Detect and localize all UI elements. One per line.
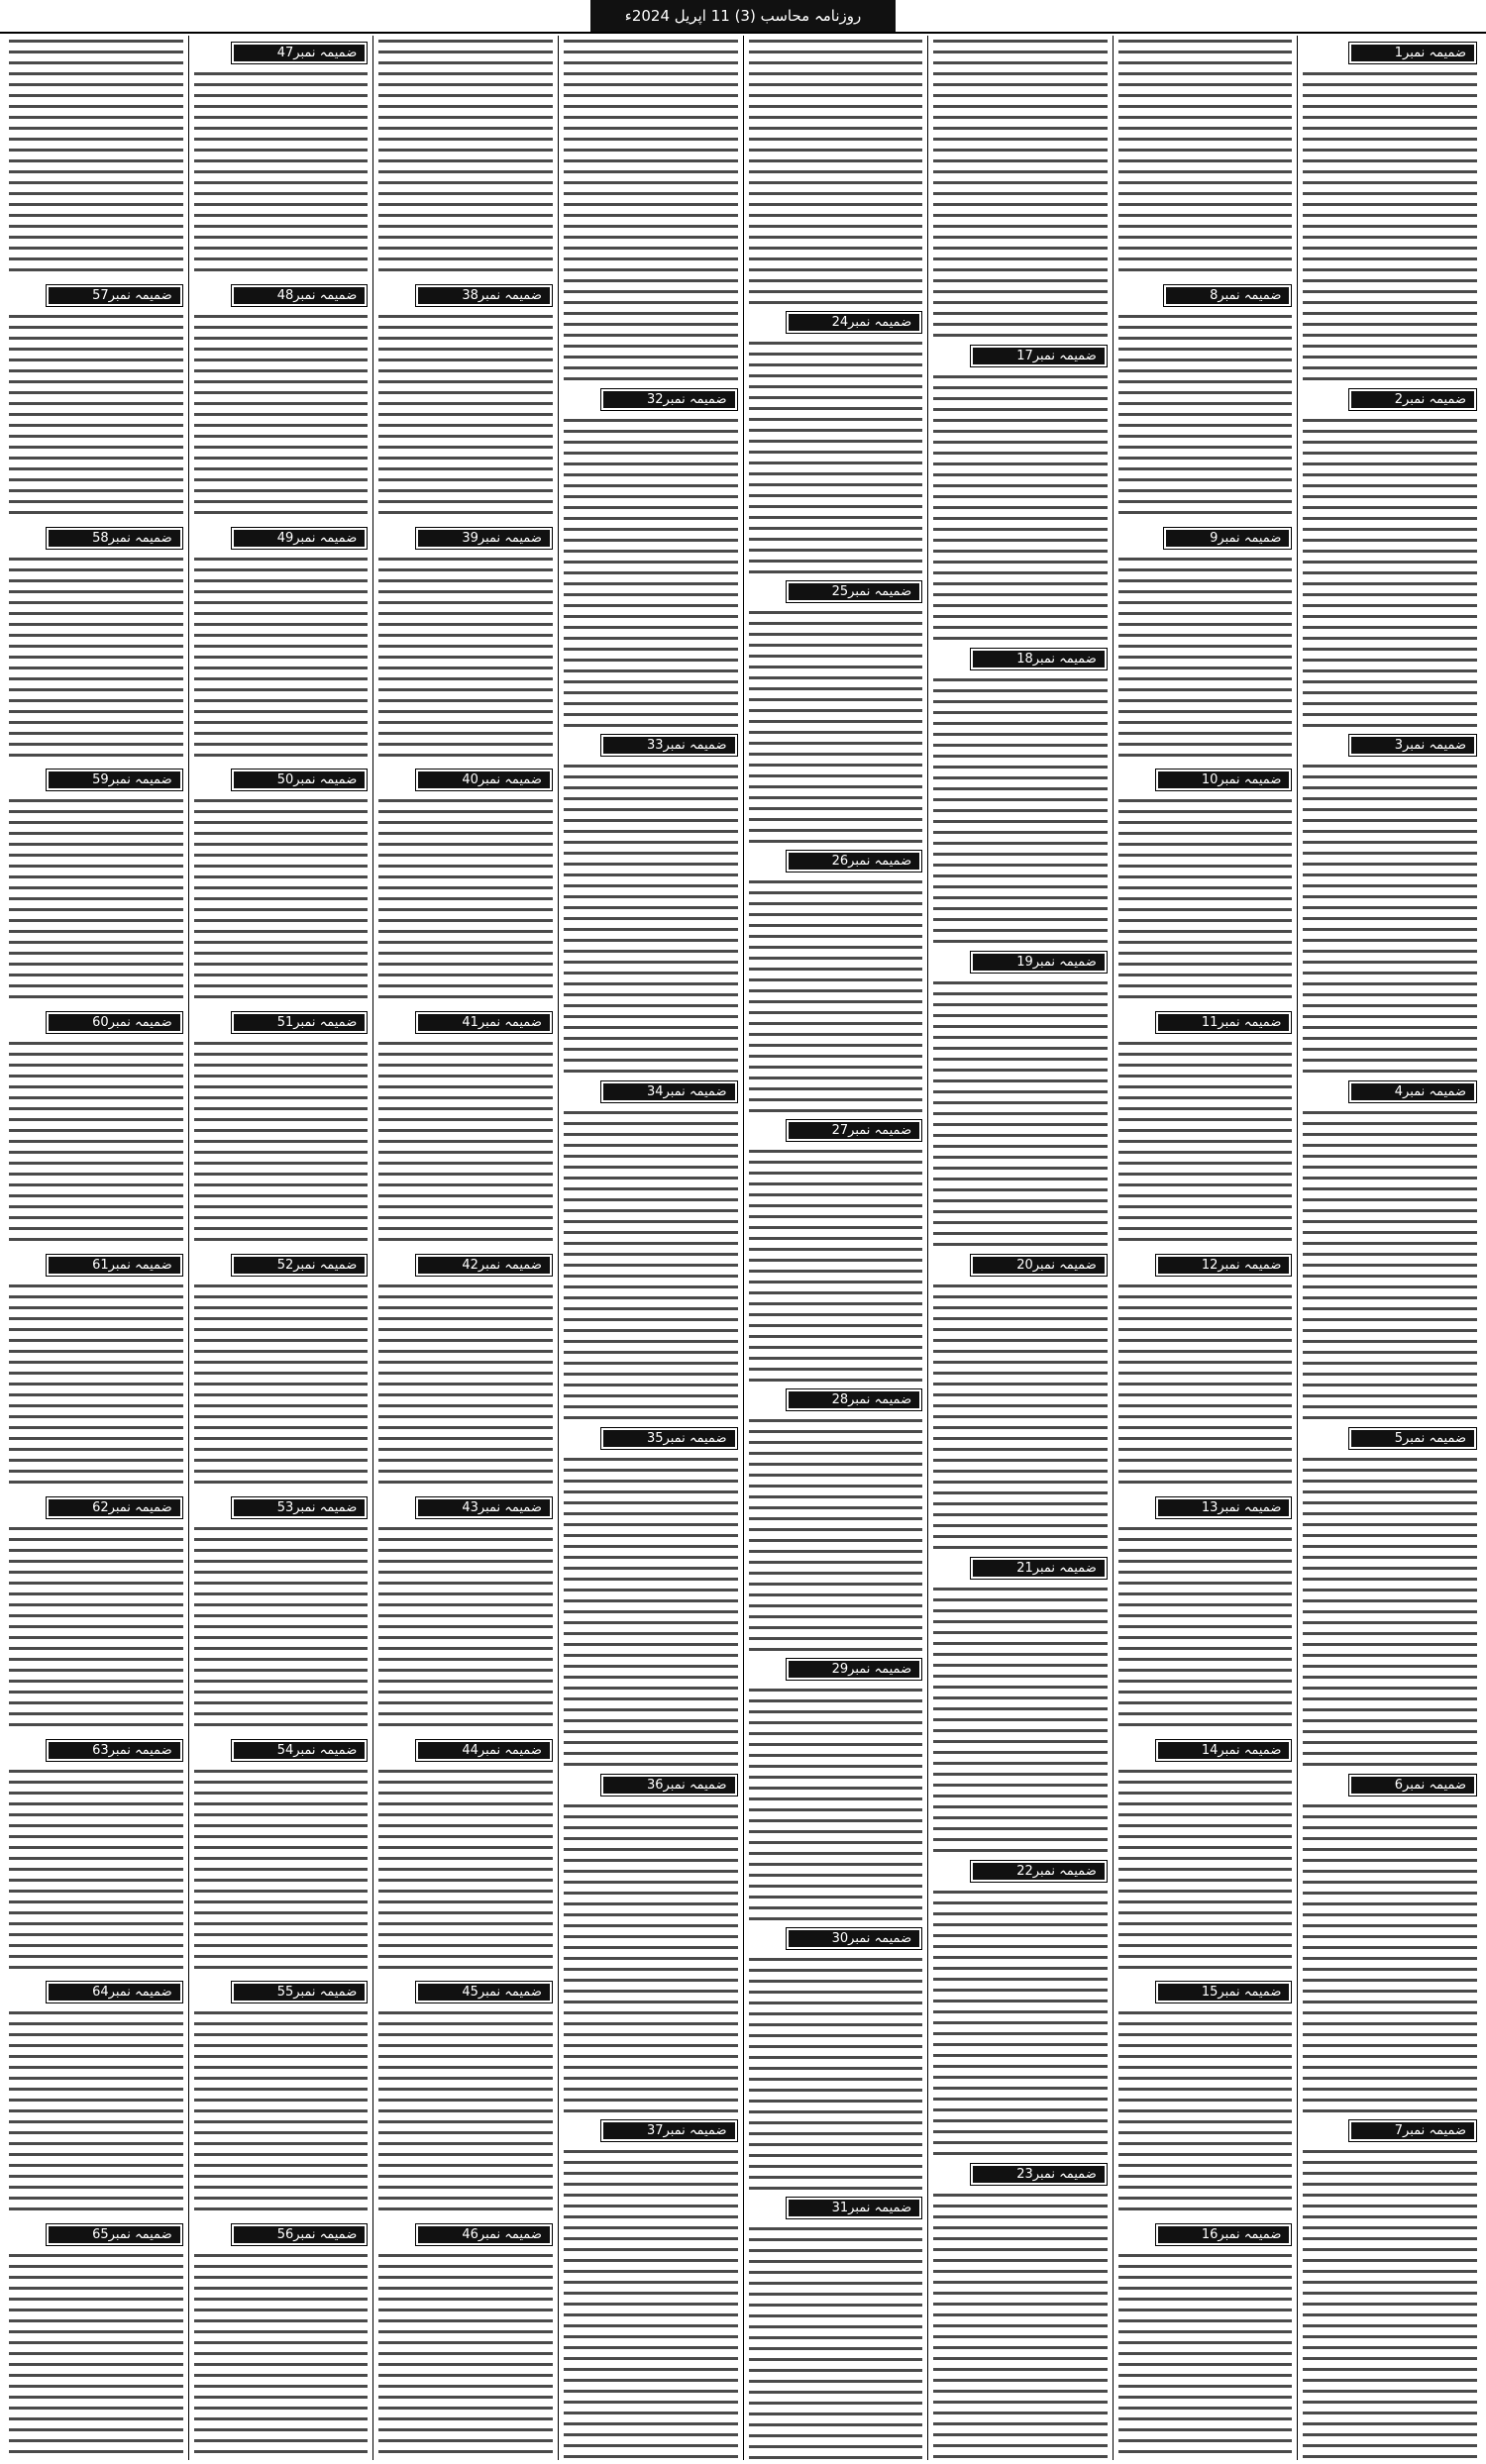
supplement-block <box>933 339 1108 642</box>
supplement-block <box>1118 1248 1293 1490</box>
article-text <box>9 36 183 278</box>
supplement-label: ضمیمہ نمبر34 <box>600 1080 738 1103</box>
supplement-header <box>9 527 183 550</box>
supplement-label: ضمیمہ نمبر57 <box>46 284 183 307</box>
supplement-block <box>378 763 553 1005</box>
supplement-block <box>564 1075 738 1421</box>
column-5 <box>558 36 743 2460</box>
supplement-block <box>933 1551 1108 1854</box>
supplement-block <box>1118 36 1293 278</box>
supplement-header <box>1118 1981 1293 2003</box>
column-6 <box>372 36 558 2460</box>
supplement-header <box>1303 42 1477 64</box>
article-text <box>564 36 738 382</box>
supplement-label: ضمیمہ نمبر51 <box>231 1011 369 1034</box>
article-text <box>9 2007 183 2217</box>
supplement-label: ضمیمہ نمبر21 <box>970 1557 1108 1580</box>
supplement-header <box>933 2163 1108 2186</box>
column-4 <box>743 36 928 2460</box>
column-1 <box>1297 36 1482 2460</box>
supplement-label: ضمیمہ نمبر55 <box>231 1981 369 2003</box>
supplement-label: ضمیمہ نمبر46 <box>415 2223 553 2246</box>
article-text <box>933 1584 1108 1854</box>
supplement-header <box>564 2119 738 2142</box>
article-text <box>9 1523 183 1733</box>
supplement-block <box>1118 1005 1293 1248</box>
supplement-header <box>194 1739 369 1762</box>
supplement-label: ضمیمہ نمبر17 <box>970 345 1108 367</box>
supplement-header <box>749 2197 923 2219</box>
supplement-block <box>749 574 923 844</box>
newspaper-columns <box>4 36 1482 2460</box>
supplement-header <box>378 1496 553 1519</box>
supplement-label: ضمیمہ نمبر10 <box>1155 769 1293 791</box>
article-text <box>1118 1766 1293 1976</box>
supplement-label: ضمیمہ نمبر22 <box>970 1860 1108 1883</box>
article-text <box>1303 68 1477 382</box>
masthead-title: روزنامہ محاسب (3) 11 اپریل 2024ء <box>624 7 862 25</box>
article-text <box>1303 2146 1477 2460</box>
supplement-block <box>1118 763 1293 1005</box>
supplement-header <box>1118 1739 1293 1762</box>
supplement-block <box>749 2191 923 2460</box>
supplement-block <box>749 1113 923 1383</box>
supplement-label: ضمیمہ نمبر44 <box>415 1739 553 1762</box>
supplement-block <box>9 1490 183 1733</box>
supplement-label: ضمیمہ نمبر37 <box>600 2119 738 2142</box>
supplement-label: ضمیمہ نمبر2 <box>1348 388 1477 411</box>
supplement-header <box>378 284 553 307</box>
supplement-header <box>933 1254 1108 1277</box>
article-text <box>1303 1800 1477 2114</box>
supplement-label: ضمیمہ نمبر36 <box>600 1774 738 1797</box>
supplement-block <box>749 1383 923 1652</box>
supplement-label: ضمیمہ نمبر4 <box>1348 1080 1477 1103</box>
supplement-block <box>9 521 183 764</box>
supplement-header <box>564 1774 738 1797</box>
article-text <box>194 1766 369 1976</box>
supplement-header <box>194 527 369 550</box>
article-text <box>749 1146 923 1383</box>
supplement-block <box>194 1005 369 1248</box>
supplement-header <box>194 769 369 791</box>
article-text <box>749 1685 923 1921</box>
article-text <box>749 876 923 1113</box>
supplement-label: ضمیمہ نمبر26 <box>786 850 923 873</box>
supplement-block <box>1118 1490 1293 1733</box>
supplement-header <box>9 284 183 307</box>
supplement-block <box>933 1248 1108 1551</box>
article-text <box>378 36 553 278</box>
supplement-block <box>9 36 183 278</box>
supplement-label: ضمیمہ نمبر58 <box>46 527 183 550</box>
supplement-header <box>933 1860 1108 1883</box>
article-text <box>378 311 553 521</box>
supplement-block <box>1118 1975 1293 2217</box>
supplement-header <box>1118 1011 1293 1034</box>
article-text <box>194 311 369 521</box>
supplement-block <box>749 844 923 1113</box>
supplement-header <box>9 2223 183 2246</box>
article-text <box>194 68 369 278</box>
supplement-header <box>1303 2119 1477 2142</box>
article-text <box>1303 1107 1477 1421</box>
supplement-block <box>1303 36 1477 382</box>
column-3 <box>927 36 1113 2460</box>
supplement-label: ضمیمہ نمبر16 <box>1155 2223 1293 2246</box>
supplement-label: ضمیمہ نمبر35 <box>600 1427 738 1450</box>
column-7 <box>188 36 373 2460</box>
article-text <box>749 607 923 844</box>
supplement-block <box>1303 382 1477 729</box>
masthead-rule <box>0 32 1486 34</box>
supplement-block <box>9 2217 183 2460</box>
article-text <box>194 1038 369 1248</box>
supplement-block <box>9 1975 183 2217</box>
supplement-header <box>749 311 923 334</box>
supplement-header <box>1303 734 1477 757</box>
article-text <box>564 1800 738 2114</box>
article-text <box>749 2223 923 2460</box>
article-text <box>1118 311 1293 521</box>
supplement-header <box>9 1011 183 1034</box>
article-text <box>9 2250 183 2460</box>
supplement-label: ضمیمہ نمبر48 <box>231 284 369 307</box>
supplement-label: ضمیمہ نمبر47 <box>231 42 369 64</box>
supplement-label: ضمیمہ نمبر41 <box>415 1011 553 1034</box>
supplement-header <box>749 1927 923 1950</box>
column-8 <box>4 36 188 2460</box>
supplement-label: ضمیمہ نمبر33 <box>600 734 738 757</box>
article-text <box>378 1281 553 1490</box>
supplement-header <box>564 388 738 411</box>
article-text <box>1303 415 1477 729</box>
supplement-header <box>378 1011 553 1034</box>
article-text <box>378 554 553 764</box>
article-text <box>749 36 923 305</box>
supplement-header <box>1118 1496 1293 1519</box>
supplement-label: ضمیمہ نمبر3 <box>1348 734 1477 757</box>
supplement-block <box>378 1975 553 2217</box>
supplement-header <box>933 345 1108 367</box>
supplement-header <box>378 1739 553 1762</box>
supplement-block <box>933 945 1108 1248</box>
supplement-block <box>564 382 738 729</box>
supplement-block <box>194 1248 369 1490</box>
article-text <box>9 1281 183 1490</box>
article-text <box>933 1281 1108 1551</box>
supplement-header <box>749 580 923 603</box>
supplement-label: ضمیمہ نمبر32 <box>600 388 738 411</box>
article-text <box>9 1038 183 1248</box>
article-text <box>9 554 183 764</box>
supplement-header <box>564 1080 738 1103</box>
article-text <box>933 977 1108 1248</box>
supplement-label: ضمیمہ نمبر5 <box>1348 1427 1477 1450</box>
supplement-block <box>749 36 923 305</box>
supplement-header <box>9 1981 183 2003</box>
supplement-label: ضمیمہ نمبر31 <box>786 2197 923 2219</box>
article-text <box>1118 1523 1293 1733</box>
supplement-label: ضمیمہ نمبر27 <box>786 1119 923 1142</box>
article-text <box>564 1454 738 1768</box>
supplement-header <box>9 1739 183 1762</box>
supplement-block <box>1303 1421 1477 1768</box>
supplement-block <box>564 1421 738 1768</box>
supplement-block <box>933 36 1108 339</box>
supplement-block <box>1303 728 1477 1075</box>
supplement-header <box>194 1011 369 1034</box>
article-text <box>933 2190 1108 2460</box>
supplement-header <box>378 1981 553 2003</box>
supplement-label: ضمیمہ نمبر63 <box>46 1739 183 1762</box>
article-text <box>9 311 183 521</box>
article-text <box>1303 1454 1477 1768</box>
supplement-header <box>378 1254 553 1277</box>
article-text <box>1118 1281 1293 1490</box>
supplement-header <box>194 2223 369 2246</box>
supplement-label: ضمیمہ نمبر12 <box>1155 1254 1293 1277</box>
article-text <box>564 761 738 1075</box>
article-text <box>378 2250 553 2460</box>
supplement-block <box>9 1733 183 1976</box>
supplement-header <box>1118 1254 1293 1277</box>
article-text <box>9 795 183 1005</box>
supplement-block <box>378 36 553 278</box>
supplement-label: ضمیمہ نمبر54 <box>231 1739 369 1762</box>
supplement-block <box>378 2217 553 2460</box>
supplement-block <box>378 1490 553 1733</box>
supplement-header <box>749 1119 923 1142</box>
article-text <box>194 2250 369 2460</box>
supplement-block <box>933 1854 1108 2157</box>
article-text <box>1303 761 1477 1075</box>
supplement-label: ضمیمہ نمبر59 <box>46 769 183 791</box>
supplement-header <box>933 648 1108 670</box>
supplement-block <box>564 1768 738 2114</box>
supplement-header <box>1303 1427 1477 1450</box>
supplement-header <box>749 850 923 873</box>
supplement-block <box>564 728 738 1075</box>
supplement-label: ضمیمہ نمبر60 <box>46 1011 183 1034</box>
supplement-label: ضمیمہ نمبر20 <box>970 1254 1108 1277</box>
article-text <box>749 338 923 574</box>
article-text <box>749 1954 923 2191</box>
supplement-block <box>9 763 183 1005</box>
article-text <box>564 2146 738 2460</box>
supplement-label: ضمیمہ نمبر24 <box>786 311 923 334</box>
supplement-header <box>933 1557 1108 1580</box>
supplement-block <box>9 278 183 521</box>
supplement-label: ضمیمہ نمبر61 <box>46 1254 183 1277</box>
supplement-label: ضمیمہ نمبر40 <box>415 769 553 791</box>
supplement-block <box>194 36 369 278</box>
supplement-header <box>194 1981 369 2003</box>
article-text <box>564 415 738 729</box>
supplement-label: ضمیمہ نمبر38 <box>415 284 553 307</box>
supplement-block <box>9 1248 183 1490</box>
supplement-label: ضمیمہ نمبر39 <box>415 527 553 550</box>
supplement-label: ضمیمہ نمبر43 <box>415 1496 553 1519</box>
supplement-label: ضمیمہ نمبر28 <box>786 1388 923 1411</box>
supplement-header <box>194 42 369 64</box>
article-text <box>933 1887 1108 2157</box>
supplement-label: ضمیمہ نمبر9 <box>1163 527 1292 550</box>
article-text <box>194 795 369 1005</box>
supplement-block <box>749 1921 923 2191</box>
article-text <box>378 1523 553 1733</box>
supplement-block <box>564 2113 738 2460</box>
supplement-label: ضمیمہ نمبر1 <box>1348 42 1477 64</box>
supplement-header <box>564 734 738 757</box>
supplement-block <box>194 763 369 1005</box>
supplement-header <box>9 1496 183 1519</box>
supplement-block <box>194 1975 369 2217</box>
supplement-label: ضمیمہ نمبر45 <box>415 1981 553 2003</box>
supplement-block <box>378 1248 553 1490</box>
supplement-block <box>194 278 369 521</box>
article-text <box>378 2007 553 2217</box>
article-text <box>1118 2007 1293 2217</box>
article-text <box>194 1281 369 1490</box>
supplement-header <box>378 769 553 791</box>
supplement-block <box>1118 521 1293 764</box>
article-text <box>749 1415 923 1652</box>
supplement-header <box>9 1254 183 1277</box>
article-text <box>1118 795 1293 1005</box>
supplement-header <box>9 769 183 791</box>
supplement-block <box>1118 2217 1293 2460</box>
supplement-label: ضمیمہ نمبر8 <box>1163 284 1292 307</box>
supplement-header <box>378 527 553 550</box>
supplement-header <box>194 1496 369 1519</box>
supplement-block <box>378 1733 553 1976</box>
column-2 <box>1113 36 1298 2460</box>
supplement-header <box>1303 1080 1477 1103</box>
supplement-block <box>564 36 738 382</box>
supplement-block <box>933 2157 1108 2460</box>
supplement-label: ضمیمہ نمبر52 <box>231 1254 369 1277</box>
supplement-label: ضمیمہ نمبر7 <box>1348 2119 1477 2142</box>
article-text <box>378 1766 553 1976</box>
supplement-label: ضمیمہ نمبر64 <box>46 1981 183 2003</box>
supplement-header <box>1303 1774 1477 1797</box>
supplement-block <box>378 278 553 521</box>
supplement-label: ضمیمہ نمبر6 <box>1348 1774 1477 1797</box>
article-text <box>378 1038 553 1248</box>
article-text <box>194 1523 369 1733</box>
article-text <box>933 371 1108 642</box>
supplement-label: ضمیمہ نمبر42 <box>415 1254 553 1277</box>
page-masthead <box>590 0 896 32</box>
supplement-label: ضمیمہ نمبر23 <box>970 2163 1108 2186</box>
supplement-label: ضمیمہ نمبر50 <box>231 769 369 791</box>
supplement-header <box>564 1427 738 1450</box>
article-text <box>194 2007 369 2217</box>
supplement-label: ضمیمہ نمبر25 <box>786 580 923 603</box>
supplement-block <box>194 2217 369 2460</box>
supplement-block <box>9 1005 183 1248</box>
supplement-header <box>194 1254 369 1277</box>
article-text <box>564 1107 738 1421</box>
supplement-header <box>378 2223 553 2246</box>
supplement-block <box>194 1490 369 1733</box>
supplement-label: ضمیمہ نمبر56 <box>231 2223 369 2246</box>
supplement-block <box>194 1733 369 1976</box>
article-text <box>9 1766 183 1976</box>
article-text <box>933 674 1108 945</box>
supplement-block <box>749 305 923 574</box>
supplement-header <box>1118 2223 1293 2246</box>
supplement-label: ضمیمہ نمبر65 <box>46 2223 183 2246</box>
supplement-label: ضمیمہ نمبر29 <box>786 1658 923 1681</box>
supplement-block <box>1303 1075 1477 1421</box>
supplement-label: ضمیمہ نمبر49 <box>231 527 369 550</box>
supplement-label: ضمیمہ نمبر18 <box>970 648 1108 670</box>
article-text <box>933 36 1108 339</box>
supplement-label: ضمیمہ نمبر14 <box>1155 1739 1293 1762</box>
supplement-label: ضمیمہ نمبر30 <box>786 1927 923 1950</box>
supplement-header <box>194 284 369 307</box>
supplement-label: ضمیمہ نمبر13 <box>1155 1496 1293 1519</box>
supplement-block <box>378 521 553 764</box>
supplement-block <box>1303 2113 1477 2460</box>
supplement-block <box>194 521 369 764</box>
article-text <box>1118 1038 1293 1248</box>
article-text <box>1118 554 1293 764</box>
supplement-header <box>1118 527 1293 550</box>
supplement-header <box>933 951 1108 974</box>
supplement-block <box>749 1652 923 1921</box>
article-text <box>194 554 369 764</box>
supplement-header <box>749 1388 923 1411</box>
supplement-block <box>933 642 1108 945</box>
article-text <box>1118 2250 1293 2460</box>
supplement-header <box>1303 388 1477 411</box>
supplement-header <box>749 1658 923 1681</box>
supplement-label: ضمیمہ نمبر15 <box>1155 1981 1293 2003</box>
supplement-block <box>378 1005 553 1248</box>
supplement-label: ضمیمہ نمبر53 <box>231 1496 369 1519</box>
supplement-header <box>1118 284 1293 307</box>
supplement-block <box>1118 1733 1293 1976</box>
supplement-label: ضمیمہ نمبر11 <box>1155 1011 1293 1034</box>
supplement-label: ضمیمہ نمبر19 <box>970 951 1108 974</box>
article-text <box>1118 36 1293 278</box>
supplement-label: ضمیمہ نمبر62 <box>46 1496 183 1519</box>
supplement-header <box>1118 769 1293 791</box>
article-text <box>378 795 553 1005</box>
supplement-block <box>1303 1768 1477 2114</box>
supplement-block <box>1118 278 1293 521</box>
